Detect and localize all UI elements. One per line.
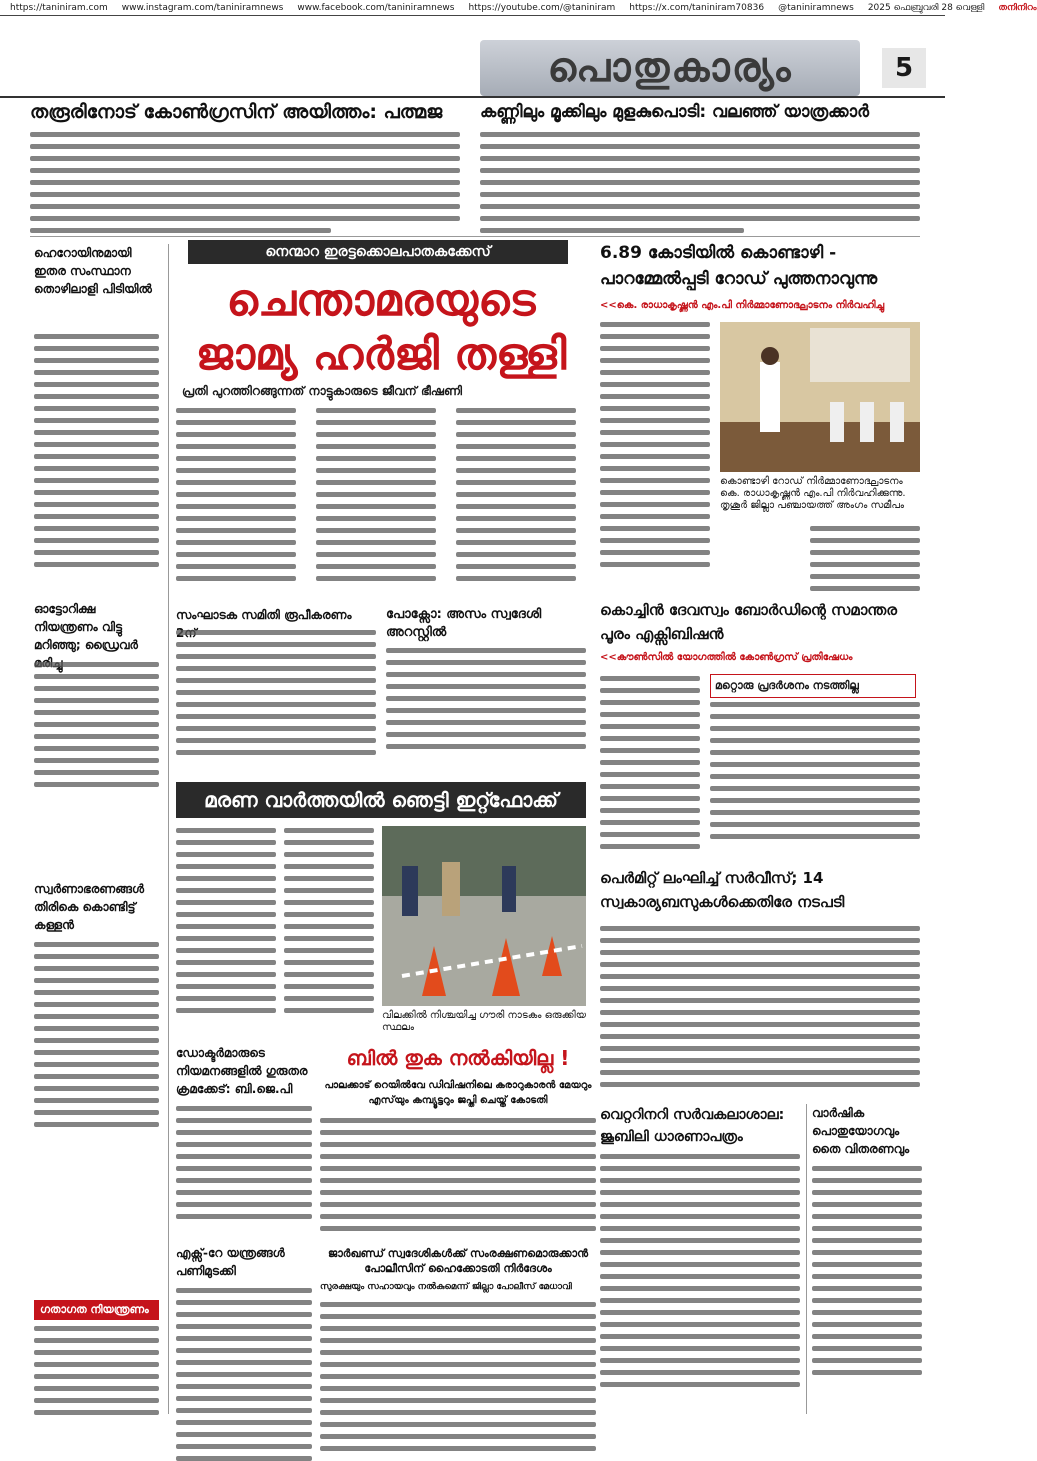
- subhead: സുരക്ഷയും സഹായവും നൽകുമെന്ന് ജില്ലാ പോലീസ് മേധാവി: [320, 1282, 572, 1292]
- headline: പോക്സോ: അസം സ്വദേശി അറസ്റ്റിൽ: [386, 607, 542, 640]
- story-traffic: [34, 1300, 159, 1418]
- story-bus-permit: [600, 866, 920, 1096]
- story-auto-accident: [34, 600, 159, 800]
- headline: സ്വർണാഭരണങ്ങൾ തിരികെ കൊണ്ടിട്ട് കള്ളൻ: [34, 882, 144, 932]
- body-text: [386, 648, 586, 749]
- body-text: [34, 1326, 159, 1415]
- story-chenthamara: [176, 240, 586, 600]
- headline: വെറ്ററിനറി സർവകലാശാല: ജൂബിലി ധാരണാപത്രം: [600, 1107, 785, 1145]
- callout-box: മറ്റൊരു പ്രദർശനം നടത്തില്ല: [710, 674, 916, 698]
- handle: @taniniramnews: [778, 2, 854, 13]
- story-annual-meeting: [812, 1104, 922, 1418]
- story-doctor-appointments: [176, 1044, 312, 1234]
- kicker: നെന്മാറ ഇരട്ടക്കൊലപാതകക്കേസ്: [188, 240, 568, 264]
- body-text: [600, 322, 710, 567]
- headline: ബിൽ തുക നൽകിയില്ല !: [346, 1046, 570, 1070]
- facebook-link[interactable]: www.facebook.com/taniniramnews: [297, 2, 455, 13]
- body-left: [600, 676, 700, 849]
- brand: തനിനിറം: [998, 2, 1037, 13]
- body-text: [600, 926, 920, 1087]
- body-text: [34, 334, 159, 567]
- headline: വാർഷിക പൊതുയോഗവും തൈ വിതരണവും: [812, 1106, 910, 1156]
- headline: ജാർഖണ്ഡ് സ്വദേശികൾക്ക് സംരക്ഷണമൊരുക്കാൻ പോലീസിന് ഹൈക്കോടതി നിർദേശം: [327, 1247, 589, 1275]
- body-mid: [316, 408, 436, 581]
- body-text: [600, 1154, 800, 1387]
- masthead: [0, 18, 945, 98]
- story-kondazhy-road: [600, 240, 920, 590]
- story-veterinary: [600, 1104, 800, 1418]
- story-gold-thief: [34, 880, 159, 1140]
- headline: മരണ വാർത്തയിൽ ഞെട്ടി ഇറ്റ്ഫോക്ക്: [176, 782, 586, 818]
- subhead: <<കെ. രാധാകൃഷ്ണൻ എം.പി നിർമ്മാണോദ്ഘാടനം നിർവഹിച്ചു: [600, 300, 885, 311]
- body-text: [320, 1118, 596, 1231]
- subhead: പ്രതി പുറത്തിറങ്ങുന്നത് നാട്ടുകാരുടെ ജീവന് ഭീഷണി: [182, 384, 463, 398]
- col-rule: [168, 244, 169, 1414]
- headline: ചെന്താമരയുടെ ജാമ്യ ഹർജി തള്ളി: [195, 275, 567, 380]
- body-text: [34, 942, 159, 1127]
- body-text: [176, 1288, 312, 1461]
- itfok-photo: [382, 826, 586, 1006]
- section-title: പൊതുകാര്യം: [480, 40, 860, 96]
- story-itfok: [176, 782, 586, 1042]
- body-text: [34, 662, 159, 787]
- story-xray: [176, 1244, 312, 1418]
- photo-caption: കൊണ്ടാഴി റോഡ് നിർമ്മാണോദ്ഘാടനം കെ. രാധാകൃഷ്ണൻ എം.പി നിർവഹിക്കുന്നു. തൃശൂർ ജില്ലാ പഞ്ചായത്ത് അംഗം സമീപം: [720, 476, 906, 511]
- web-link[interactable]: https://taniniram.com: [10, 2, 108, 13]
- body-left: [176, 408, 296, 581]
- headline: പെർമിറ്റ് ലംഘിച്ച് സർവീസ്; 14 സ്വകാര്യബസുകൾക്കെതിരേ നടപടി: [600, 869, 845, 911]
- headline: തരൂരിനോട് കോൺഗ്രസിന് അയിത്തം: പത്മജ: [30, 101, 443, 123]
- body-text: [30, 132, 460, 233]
- headline: ഓട്ടോറിക്ഷ നിയന്ത്രണം വിട്ടു മറിഞ്ഞു; ഡ്രൈവർ: [34, 602, 138, 652]
- masthead-rule: [0, 96, 945, 98]
- story-jharkhand: [320, 1246, 596, 1418]
- headline: സംഘാടക സമിതി രൂപീകരണം: [176, 608, 352, 622]
- story-pocso: [386, 606, 586, 776]
- body-right: [710, 702, 920, 839]
- body-right: [456, 408, 576, 581]
- body-left: [176, 828, 276, 1013]
- edition-date: 2025 ഫെബ്രുവരി 28 വെള്ളി: [867, 2, 985, 13]
- body-text: [176, 630, 376, 755]
- body-text: [320, 1302, 596, 1451]
- story-devaswom: [600, 598, 920, 858]
- page-number: 5: [882, 48, 926, 88]
- headline: 6.89 കോടിയിൽ കൊണ്ടാഴി - പാറമ്മേൽപ്പടി റോഡ് പുത്തനാവുന്നു: [600, 243, 878, 289]
- social-bar: [0, 0, 1037, 16]
- subhead: <<കൗൺസിൽ യോഗത്തിൽ കോൺഗ്രസ് പ്രതിഷേധം: [600, 652, 853, 663]
- headline: കൊച്ചിൻ ദേവസ്വം ബോർഡിന്റെ സമാന്തര പൂരം എക്സിബിഷൻ: [600, 601, 898, 643]
- body-right: [810, 526, 920, 591]
- rule: [30, 236, 920, 237]
- col-rule-right: [806, 1104, 807, 1414]
- headline: ഹെറോയിനുമായി ഇതര സംസ്ഥാന തൊഴിലാളി പിടിയിൽ: [34, 246, 152, 296]
- youtube-link[interactable]: https://youtube.com/@taniniram: [468, 2, 616, 13]
- headline: ഗതാഗത നിയന്ത്രണം: [34, 1300, 159, 1320]
- body-mid: [284, 828, 374, 1013]
- headline: ഡോക്ടർമാരുടെ നിയമനങ്ങളിൽ ഗുരുതര ക്രമക്കേട്: ബി.ജെ.പി: [176, 1046, 308, 1096]
- headline: കണ്ണിലും മൂക്കിലും മുളകുപൊടി: വലഞ്ഞ് യാത്രക്കാർ: [480, 102, 869, 122]
- body-text: [176, 1106, 312, 1219]
- photo-caption: വിലക്കിൽ നിശ്ചയിച്ച ഗൗരി നാടകം ഒരുക്കിയ സ്ഥലം: [382, 1010, 586, 1033]
- body-text: [812, 1166, 922, 1375]
- instagram-link[interactable]: www.instagram.com/taniniramnews: [121, 2, 284, 13]
- x-link[interactable]: https://x.com/taniniram70836: [629, 2, 765, 13]
- story-heroin: [34, 244, 159, 586]
- road-inauguration-photo: [720, 322, 920, 472]
- body-text: [480, 132, 920, 233]
- headline: എക്സ്-റേ യന്ത്രങ്ങൾ പണിമുടക്കി: [176, 1246, 285, 1278]
- story-chilli-powder: [480, 100, 920, 230]
- story-railway-bill: [320, 1044, 596, 1244]
- subhead: പാലക്കാട് റെയിൽവേ ഡിവിഷനിലെ കരാറുകാരൻ മേയറും എസ്‌യും കമ്പ്യൂട്ടറും ജപ്തി ചെയ്ത് കോടതി: [324, 1080, 592, 1106]
- story-tharoor: [30, 100, 460, 230]
- story-organising-committee: [176, 606, 376, 776]
